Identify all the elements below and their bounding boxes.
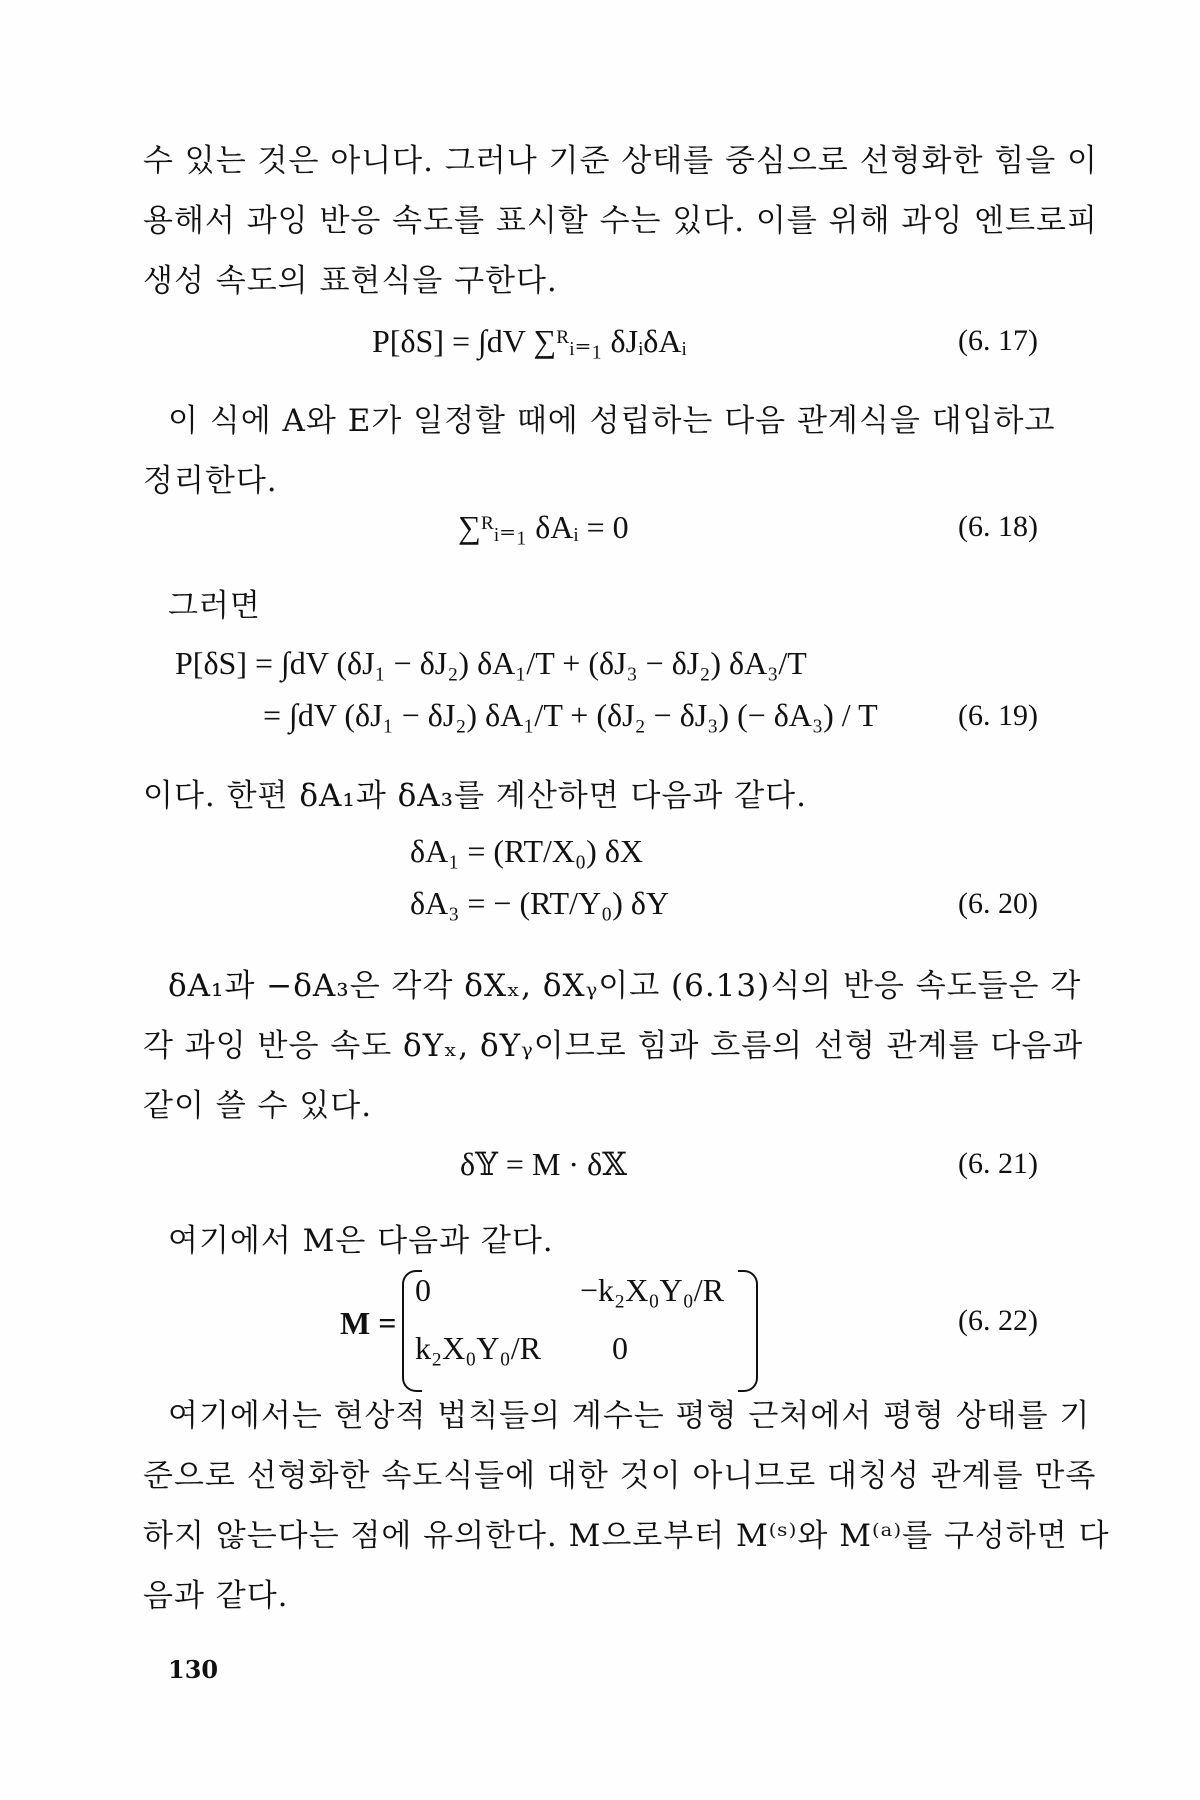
paragraph-line: 음과 같다. [143, 1578, 289, 1614]
equation-number: (6. 18) [958, 510, 1038, 543]
paragraph-line: 각 과잉 반응 속도 δYₓ, δYᵧ이므로 힘과 흐름의 선형 관계를 다음과 [143, 1028, 1084, 1064]
equation-6-21: δ𝕐 = M · δ𝕏 [460, 1146, 627, 1182]
page-number: 130 [168, 1655, 219, 1684]
equation-number: (6. 21) [958, 1147, 1038, 1180]
matrix-cell-11: 0 [415, 1272, 431, 1308]
paragraph-line: 정리한다. [143, 463, 278, 499]
equation-6-19-line2: = ∫dV (δJ₁ − δJ₂) δA₁/T + (δJ₂ − δJ₃) (− δA₃) / T [263, 697, 878, 733]
equation-number: (6. 17) [958, 324, 1038, 357]
matrix-lhs: M = [340, 1305, 397, 1341]
paragraph-line: 이다. 한편 δA₁과 δA₃를 계산하면 다음과 같다. [143, 778, 807, 814]
matrix-cell-21: k₂X₀Y₀/R [415, 1330, 541, 1366]
paragraph-line: 준으로 선형화한 속도식들에 대한 것이 아니므로 대칭성 관계를 만족 [143, 1458, 1097, 1494]
equation-6-19-line1: P[δS] = ∫dV (δJ₁ − δJ₂) δA₁/T + (δJ₃ − δJ₂) δA₃/T [175, 645, 807, 681]
paragraph-line: 용해서 과잉 반응 속도를 표시할 수는 있다. 이를 위해 과잉 엔트로피 [143, 203, 1098, 239]
paragraph-line: 수 있는 것은 아니다. 그러나 기준 상태를 중심으로 선형화한 힘을 이 [143, 143, 1098, 179]
equation-6-20-line2: δA₃ = − (RT/Y₀) δY [410, 885, 670, 921]
equation-6-18: ∑ᴿᵢ₌₁ δAᵢ = 0 [458, 509, 629, 545]
equation-6-17: P[δS] = ∫dV ∑ᴿᵢ₌₁ δJᵢδAᵢ [372, 323, 687, 359]
matrix-cell-12: −k₂X₀Y₀/R [580, 1272, 724, 1308]
equation-number: (6. 20) [958, 887, 1038, 920]
equation-number: (6. 19) [958, 699, 1038, 732]
paragraph-line: 여기에서 M은 다음과 같다. [168, 1223, 554, 1259]
equation-6-20-line1: δA₁ = (RT/X₀) δX [410, 833, 644, 869]
paragraph-line: δA₁과 −δA₃은 각각 δXₓ, δXᵧ이고 (6.13)식의 반응 속도들은 각 [168, 968, 1082, 1004]
paragraph-line: 하지 않는다는 점에 유의한다. M으로부터 M⁽ˢ⁾와 M⁽ᵃ⁾를 구성하면 다 [143, 1518, 1110, 1554]
equation-number: (6. 22) [958, 1304, 1038, 1337]
paragraph-line: 이 식에 A와 E가 일정할 때에 성립하는 다음 관계식을 대입하고 [168, 403, 1056, 439]
matrix-right-bracket [738, 1270, 758, 1392]
paragraph-line: 그러면 [168, 588, 261, 624]
paragraph-line: 같이 쓸 수 있다. [143, 1088, 373, 1124]
paragraph-line: 생성 속도의 표현식을 구한다. [143, 263, 558, 299]
paragraph-line: 여기에서는 현상적 법칙들의 계수는 평형 근처에서 평형 상태를 기 [168, 1398, 1091, 1434]
matrix-cell-22: 0 [612, 1330, 628, 1366]
